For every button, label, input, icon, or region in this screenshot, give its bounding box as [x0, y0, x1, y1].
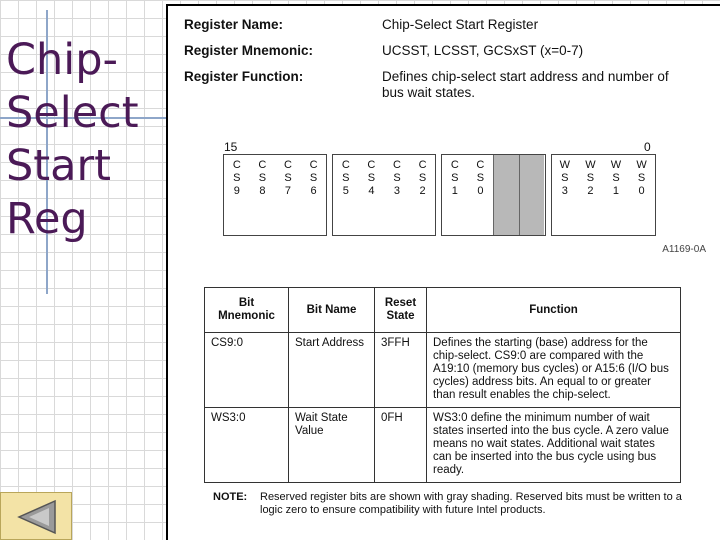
lsb-bit-number: 0 [644, 140, 651, 154]
register-bit-7: C S 1 [450, 159, 459, 197]
bit-mnemonic-cell: CS9:0 [205, 333, 289, 408]
bit-field-group [332, 154, 436, 236]
register-name-value: Chip-Select Start Register [382, 17, 539, 32]
reserved-bit-5 [493, 155, 519, 235]
register-bit-12: C S 6 [309, 159, 318, 197]
previous-slide-button[interactable] [0, 492, 72, 540]
slide-title-line: Chip- [6, 35, 119, 85]
register-bit-6: C S 0 [476, 159, 485, 197]
register-mnemonic-label: Register Mnemonic: [184, 43, 314, 58]
table-row [205, 333, 681, 408]
register-bit-15: C S 9 [232, 159, 241, 197]
column-header: Bit Name [289, 288, 375, 333]
back-arrow-icon [15, 499, 59, 535]
note-label: NOTE: [213, 491, 248, 503]
column-header: Bit Mnemonic [205, 288, 289, 333]
register-function-value [382, 69, 702, 101]
register-function-label: Register Function: [184, 69, 304, 84]
table-row [205, 408, 681, 483]
function-cell: WS3:0 define the minimum number of wait states inserted into the bus cycle. A zero value means no wait states. Additional wait states can be inserted into the bus cycle using bus ready. [427, 408, 681, 483]
msb-bit-number: 15 [224, 140, 238, 154]
reserved-bits-note [213, 491, 683, 517]
slide-title [6, 34, 156, 246]
register-bit-10: C S 4 [367, 159, 376, 197]
register-bit-8: C S 2 [418, 159, 427, 197]
register-bit-3: W S 3 [559, 159, 570, 197]
register-function-line: Defines chip-select start address and number of [382, 69, 669, 84]
figure-id: A1169-0A [662, 244, 706, 255]
reserved-bit-4 [519, 155, 545, 235]
register-function-line: bus wait states. [382, 85, 476, 100]
reset-state-cell: 3FFH [375, 333, 427, 408]
reset-state-cell: 0FH [375, 408, 427, 483]
note-text: Reserved register bits are shown with gray shading. Reserved bits must be written to a logic zero to ensure compatibility with future Intel products. [260, 491, 682, 516]
register-bit-13: C S 7 [284, 159, 292, 197]
function-cell: Defines the starting (base) address for the chip-select. CS9:0 are compared with the A19:10 (memory bus cycles) or A15:6 (I/O bus cycles) address bits. An equal to or greater than result enables the chip-select. [427, 333, 681, 408]
bit-name-cell: Wait State Value [289, 408, 375, 483]
bit-mnemonic-cell: WS3:0 [205, 408, 289, 483]
register-bit-1: W S 1 [610, 159, 622, 197]
bit-name-cell: Start Address [289, 333, 375, 408]
slide-title-line: Reg [6, 194, 88, 244]
register-bit-9: C S 3 [393, 159, 401, 197]
bit-field-group [441, 154, 546, 236]
bit-field-group [551, 154, 656, 236]
column-header: Reset State [375, 288, 427, 333]
register-bit-2: W S 2 [585, 159, 596, 197]
register-bit-0: W S 0 [636, 159, 647, 197]
register-bit-14: C S 8 [258, 159, 267, 197]
slide-title-line: Start [6, 141, 112, 191]
slide-title-line: Select [6, 88, 139, 138]
register-bit-11: C S 5 [341, 159, 350, 197]
bit-field-group [223, 154, 327, 236]
bit-description-table [204, 287, 681, 483]
table-header-row [205, 288, 681, 333]
register-mnemonic-value: UCSST, LCSST, GCSxST (x=0-7) [382, 43, 584, 58]
register-name-label: Register Name: [184, 17, 284, 32]
column-header: Function [427, 288, 681, 333]
register-datasheet [166, 4, 720, 540]
